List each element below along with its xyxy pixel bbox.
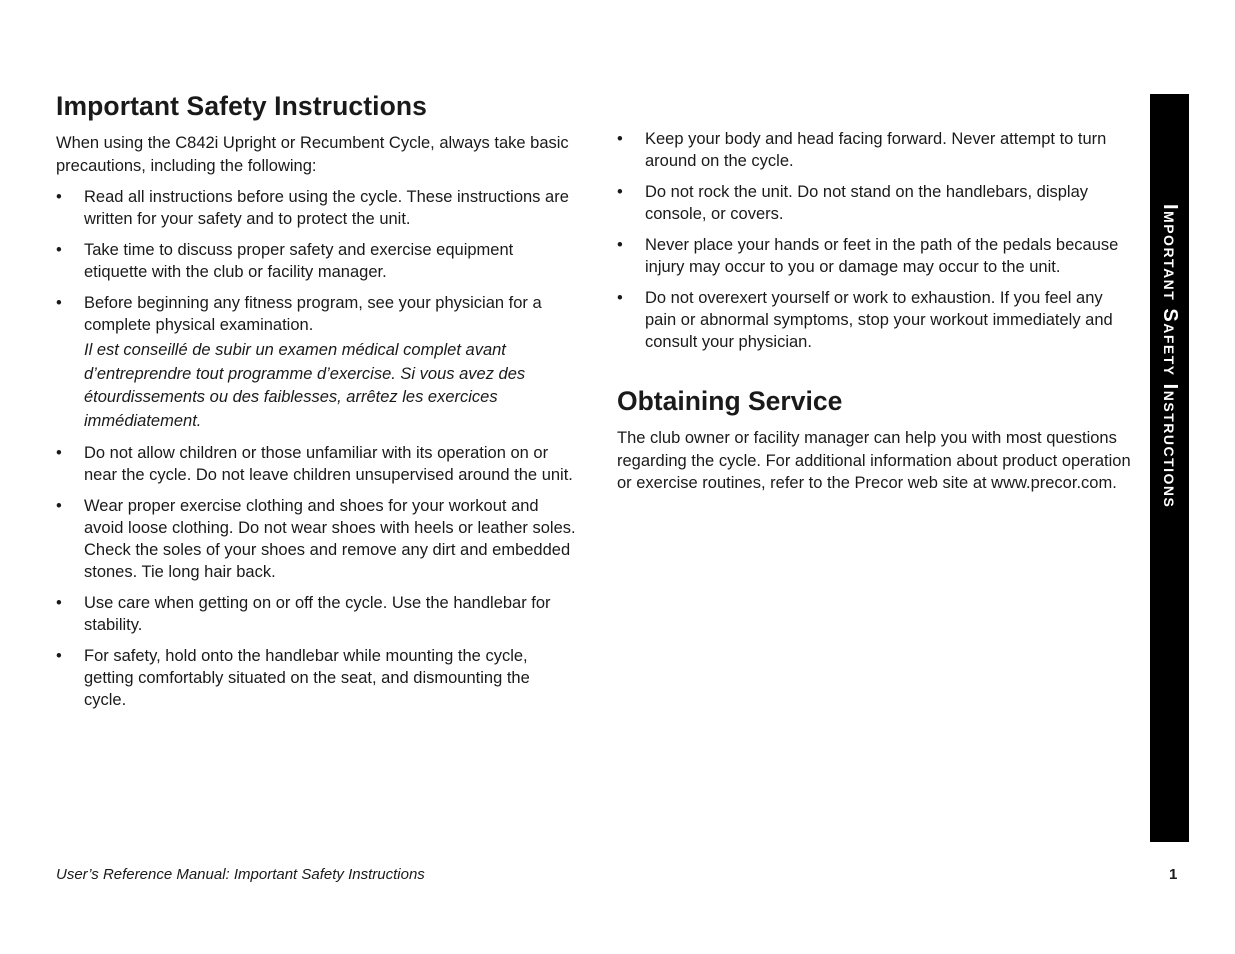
list-item-text: Never place your hands or feet in the path of the pedals because injury may occur to you or damage may occur to the unit.	[645, 236, 1119, 276]
page-title: Important Safety Instructions	[56, 91, 428, 121]
list-item	[617, 287, 1137, 353]
list-item-text: Read all instructions before using the cycle. These instructions are written for your safety and to protect the unit.	[84, 188, 569, 228]
safety-list-left	[56, 186, 576, 711]
list-item-text: Use care when getting on or off the cycle. Use the handlebar for stability.	[84, 594, 551, 634]
bullet-icon: •	[617, 289, 623, 307]
right-column	[617, 128, 1137, 504]
list-item-text: Before beginning any fitness program, see your physician for a complete physical examination.	[84, 294, 542, 334]
list-item	[56, 645, 576, 711]
list-item-text: Do not allow children or those unfamiliar with its operation on or near the cycle. Do not leave children unsupervised around the unit.	[84, 444, 573, 484]
list-item	[617, 234, 1137, 278]
list-item-text: Do not overexert yourself or work to exhaustion. If you feel any pain or abnormal symptoms, stop your workout immediately and consult your physician.	[645, 289, 1113, 351]
section-heading-service: Obtaining Service	[617, 386, 843, 416]
french-note: Il est conseillé de subir un examen médical complet avant d’entreprendre tout programme d’exercise. Si vous avez des étourdissements ou des faiblesses, arrêtez les exercices immédiatement.	[84, 341, 526, 430]
footer-title: User’s Reference Manual: Important Safety Instructions	[56, 866, 425, 883]
bullet-icon: •	[56, 188, 62, 206]
service-paragraph: The club owner or facility manager can help you with most questions regarding the cycle. For additional information about product operation or exercise routines, refer to the Precor web site at www.precor.com.	[617, 429, 1131, 492]
list-item-text: For safety, hold onto the handlebar while mounting the cycle, getting comfortably situated on the seat, and dismounting the cycle.	[84, 647, 530, 709]
list-item	[56, 442, 576, 486]
list-item-text: Wear proper exercise clothing and shoes for your workout and avoid loose clothing. Do not wear shoes with heels or leather soles. Check the soles of your shoes and remove any dirt and embedded stones. Tie long hair back.	[84, 497, 576, 581]
bullet-icon: •	[56, 497, 62, 515]
bullet-icon: •	[617, 183, 623, 201]
list-item	[56, 239, 576, 283]
list-item	[56, 592, 576, 636]
page-number: 1	[1169, 866, 1178, 883]
bullet-icon: •	[56, 594, 62, 612]
bullet-icon: •	[617, 236, 623, 254]
bullet-icon: •	[56, 294, 62, 312]
bullet-icon: •	[56, 241, 62, 259]
list-item-text: Do not rock the unit. Do not stand on the handlebars, display console, or covers.	[645, 183, 1089, 223]
list-item-text: Take time to discuss proper safety and exercise equipment etiquette with the club or facility manager.	[84, 241, 514, 281]
bullet-icon: •	[56, 647, 62, 665]
intro-paragraph: When using the C842i Upright or Recumbent Cycle, always take basic precautions, including the following:	[56, 134, 569, 175]
list-item	[617, 181, 1137, 225]
list-item	[56, 292, 576, 433]
list-item	[56, 186, 576, 230]
safety-list-right	[617, 128, 1137, 353]
bullet-icon: •	[617, 130, 623, 148]
list-item	[617, 128, 1137, 172]
bullet-icon: •	[56, 444, 62, 462]
list-item-text: Keep your body and head facing forward. Never attempt to turn around on the cycle.	[645, 130, 1107, 170]
section-tab-label: Important Safety Instructions	[1159, 204, 1181, 509]
list-item	[56, 495, 576, 583]
left-column	[56, 88, 576, 720]
